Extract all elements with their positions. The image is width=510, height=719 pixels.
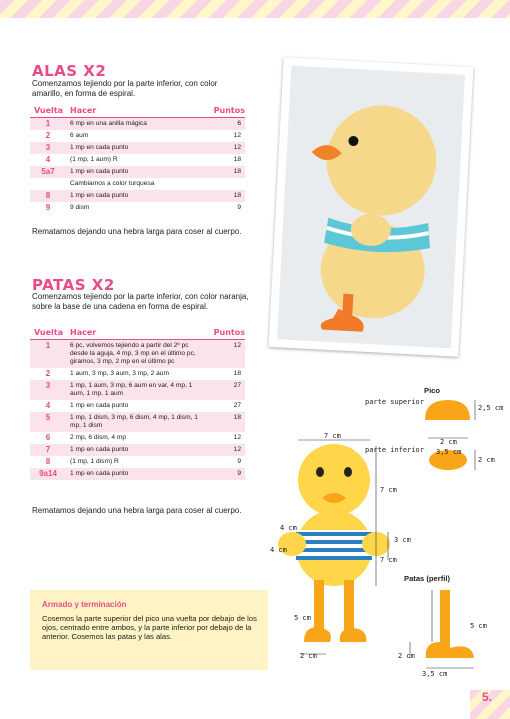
instruction: Cambiamos a color turquesa bbox=[70, 180, 155, 187]
dim-side-foot-h-label: 2 cm bbox=[398, 652, 415, 660]
amigurumi-duck-image bbox=[277, 66, 465, 349]
table-row bbox=[30, 368, 245, 380]
table-row bbox=[30, 154, 245, 166]
instruction: 1 mp en cada punto bbox=[66, 166, 195, 178]
instruction: (1 mp, 1 aum) R bbox=[70, 156, 118, 163]
stitch-count: 18 bbox=[195, 190, 245, 202]
round-number: 9a14 bbox=[30, 468, 66, 480]
armado-title: Armado y terminación bbox=[42, 600, 127, 609]
alas-title: ALAS X2 bbox=[32, 62, 107, 80]
stitch-count: 9 bbox=[237, 458, 241, 465]
round-number: 1 bbox=[30, 118, 66, 131]
round-number: 4 bbox=[45, 155, 51, 164]
instruction: 1 mp, 1 dism, 3 mp, 6 dism, 4 mp, 1 dism, 1 mp, 1 dism bbox=[66, 412, 210, 432]
round-number: 4 bbox=[45, 401, 51, 410]
round-number bbox=[30, 178, 66, 190]
stitch-count: 18 bbox=[210, 412, 245, 432]
instruction: 1 mp en cada punto bbox=[70, 402, 129, 409]
table-row bbox=[30, 468, 245, 480]
stitch-count bbox=[195, 178, 245, 190]
patas-perfil-label: Patas (perfil) bbox=[404, 574, 450, 583]
stitch-count: 27 bbox=[233, 402, 241, 409]
instruction: 1 mp en cada punto bbox=[66, 468, 210, 480]
dim-wing-a-label: 4 cm bbox=[280, 524, 297, 532]
dim-head-h-label: 7 cm bbox=[380, 486, 397, 494]
patas-pattern-table bbox=[30, 326, 245, 480]
page-number: 5. bbox=[482, 690, 493, 704]
table-row bbox=[30, 380, 245, 400]
table-row bbox=[30, 166, 245, 178]
instruction: 1 aum, 3 mp, 3 aum, 3 mp, 2 aum bbox=[70, 370, 169, 377]
table-row bbox=[30, 412, 245, 432]
dim-stripe-h-label: 3 cm bbox=[394, 536, 411, 544]
table-row bbox=[30, 118, 245, 131]
stitch-count: 6 bbox=[195, 118, 245, 131]
patas-outro: Rematamos dejando una hebra larga para coser al cuerpo. bbox=[32, 506, 242, 515]
table-row bbox=[30, 432, 245, 444]
instruction: 6 pc, volvemos tejiendo a partir del 2º pc desde la aguja, 4 mp, 3 mp en el último pc, giramos, 3 mp, 2 mp en el último pc bbox=[66, 340, 210, 369]
col-points: Puntos bbox=[195, 104, 245, 118]
dim-pico-w-label: 3,5 cm bbox=[436, 448, 462, 456]
stitch-count: 27 bbox=[210, 380, 245, 400]
round-number: 6 bbox=[45, 433, 51, 442]
table-row bbox=[30, 142, 245, 154]
patas-intro: Comenzamos tejiendo por la parte inferior, con color naranja, sobre la base de una cadena en forma de espiral. bbox=[32, 292, 249, 311]
alas-intro: Comenzamos tejiendo por la parte inferior, con color amarillo, en forma de espiral. bbox=[32, 79, 218, 98]
instruction: 1 mp en cada punto bbox=[66, 190, 195, 202]
instruction: 6 aum bbox=[70, 132, 89, 139]
instruction: 1 mp, 1 aum, 3 mp, 6 aum en var, 4 mp, 1 aum, 1 mp, 1 aum bbox=[66, 380, 210, 400]
round-number: 5 bbox=[30, 412, 66, 432]
col-round: Vuelta bbox=[30, 326, 66, 340]
instruction: 6 mp en una anilla mágica bbox=[66, 118, 195, 131]
dim-foot-w-label: 2 cm bbox=[300, 652, 317, 660]
col-round: Vuelta bbox=[30, 104, 66, 118]
stitch-count: 12 bbox=[233, 434, 241, 441]
instruction: (1 mp, 1 dism) R bbox=[70, 458, 119, 465]
stitch-count: 12 bbox=[233, 132, 241, 139]
instruction: 2 mp, 6 dism, 4 mp bbox=[70, 434, 127, 441]
duck-head-shape bbox=[298, 444, 370, 516]
parte-inferior-label: parte inferior bbox=[364, 446, 424, 454]
round-number: 9 bbox=[45, 203, 51, 212]
parte-superior-label: parte superior bbox=[364, 398, 424, 406]
pata-perfil-shape bbox=[426, 590, 474, 658]
table-row bbox=[30, 190, 245, 202]
dim-head-w-label: 7 cm bbox=[324, 432, 341, 440]
col-do: Hacer bbox=[66, 326, 210, 340]
stitch-count: 18 bbox=[233, 156, 241, 163]
table-row bbox=[30, 202, 245, 214]
stitch-count: 18 bbox=[195, 166, 245, 178]
alas-outro: Rematamos dejando una hebra larga para coser al cuerpo. bbox=[32, 227, 242, 236]
dim-pico-w-inf-label: 2 cm bbox=[440, 438, 457, 446]
stitch-count: 9 bbox=[210, 468, 245, 480]
alas-pattern-table bbox=[30, 104, 245, 214]
dim-wing-b-label: 4 cm bbox=[270, 546, 287, 554]
dim-pico-h-inf-label: 2 cm bbox=[478, 456, 495, 464]
stitch-count: 12 bbox=[195, 142, 245, 154]
dim-side-foot-w-label: 3,5 cm bbox=[422, 670, 448, 678]
stitch-count: 12 bbox=[210, 340, 245, 369]
table-row bbox=[30, 340, 245, 369]
table-row bbox=[30, 130, 245, 142]
instruction: 1 mp en cada punto bbox=[66, 142, 195, 154]
pico-superior-shape bbox=[425, 400, 470, 420]
table-row bbox=[30, 400, 245, 412]
instruction: 1 mp en cada punto bbox=[66, 444, 210, 456]
round-number: 3 bbox=[30, 142, 66, 154]
duck-pattern-diagram bbox=[260, 380, 510, 680]
stitch-count: 9 bbox=[237, 204, 241, 211]
round-number: 7 bbox=[30, 444, 66, 456]
round-number: 2 bbox=[45, 369, 51, 378]
round-number: 8 bbox=[30, 190, 66, 202]
dim-side-leg-label: 5 cm bbox=[470, 622, 487, 630]
round-number: 5a7 bbox=[30, 166, 66, 178]
col-do: Hacer bbox=[66, 104, 195, 118]
instruction: 9 dism bbox=[70, 204, 90, 211]
round-number: 2 bbox=[45, 131, 51, 140]
top-stripe-border bbox=[0, 0, 510, 18]
round-number: 8 bbox=[45, 457, 51, 466]
round-number: 1 bbox=[30, 340, 66, 369]
armado-text: Cosemos la parte superior del pico una vuelta por debajo de los ojos, centrado entre ambos, y la parte inferior por debajo de la anterior. Cosemos las patas y las alas. bbox=[42, 614, 257, 641]
table-row bbox=[30, 178, 245, 190]
dim-pico-h-sup-label: 2,5 cm bbox=[478, 404, 504, 412]
dim-body-h-label: 7 cm bbox=[380, 556, 397, 564]
table-row bbox=[30, 456, 245, 468]
round-number: 3 bbox=[30, 380, 66, 400]
table-row bbox=[30, 444, 245, 456]
stitch-count: 12 bbox=[210, 444, 245, 456]
dim-leg-len-label: 5 cm bbox=[294, 614, 311, 622]
patas-title: PATAS X2 bbox=[32, 276, 115, 294]
stitch-count: 18 bbox=[233, 370, 241, 377]
col-points: Puntos bbox=[210, 326, 245, 340]
duck-photo bbox=[269, 57, 474, 357]
pico-label: Pico bbox=[424, 386, 441, 395]
